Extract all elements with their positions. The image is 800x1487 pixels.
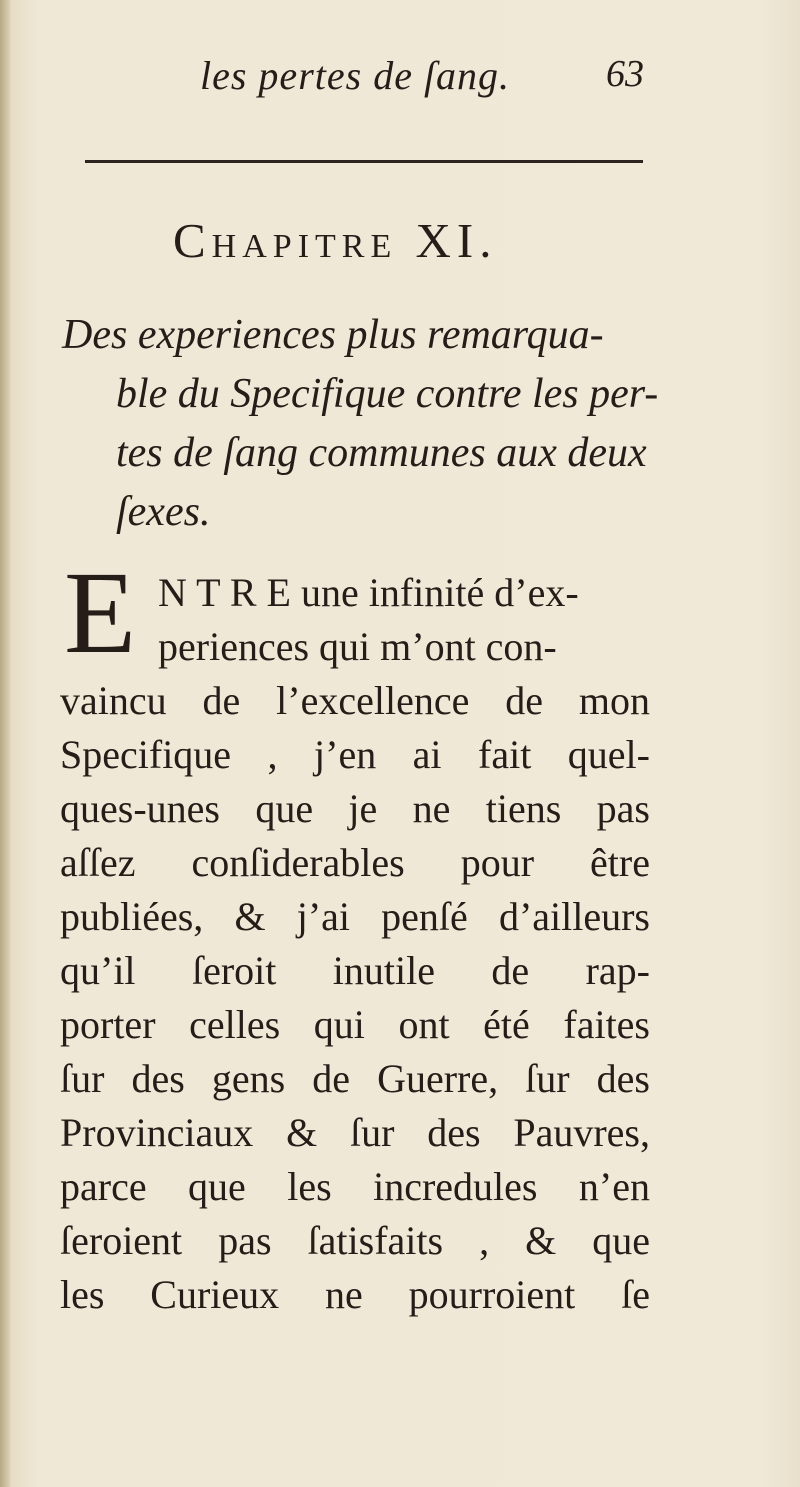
text-line: qu’il ſeroit inutile de rap-	[60, 948, 650, 993]
chapter-subtitle	[62, 306, 662, 542]
text-line: publiées, & j’ai penſé d’ailleurs	[60, 894, 650, 939]
text-line: periences qui m’ont con-	[158, 624, 557, 669]
text-line: vaincu de l’excellence de mon	[60, 678, 650, 723]
body-paragraph	[60, 566, 650, 1322]
running-head: les pertes de ſang.	[200, 53, 511, 98]
drop-cap: E	[64, 547, 137, 678]
text-line: ſeroient pas ſatisfaits , & que	[60, 1218, 650, 1263]
header-rule	[85, 160, 643, 163]
text-line: Provinciaux & ſur des Pauvres,	[60, 1110, 650, 1155]
subtitle-line: Des experiences plus remarqua-	[62, 312, 604, 358]
binding-gutter	[0, 0, 10, 1487]
subtitle-line: ble du Specifique contre les per-	[116, 371, 659, 417]
text-line: ſur des gens de Guerre, ſur des	[60, 1056, 650, 1101]
text-line: N T R E une infinité d’ex-	[158, 570, 579, 615]
text-line: Specifique , j’en ai fait quel-	[60, 732, 650, 777]
text-line: porter celles qui ont été faites	[60, 1002, 650, 1047]
chapter-title: Chapitre XI.	[173, 213, 498, 268]
subtitle-line: tes de ſang communes aux deux	[116, 430, 647, 476]
text-line: aſſez conſiderables pour être	[60, 840, 650, 885]
text-line: les Curieux ne pourroient ſe	[60, 1272, 650, 1317]
text-line: parce que les incredules n’en	[60, 1164, 650, 1209]
subtitle-line: ſexes.	[116, 489, 211, 535]
text-line: ques-unes que je ne tiens pas	[60, 786, 650, 831]
page-number: 63	[606, 53, 644, 95]
